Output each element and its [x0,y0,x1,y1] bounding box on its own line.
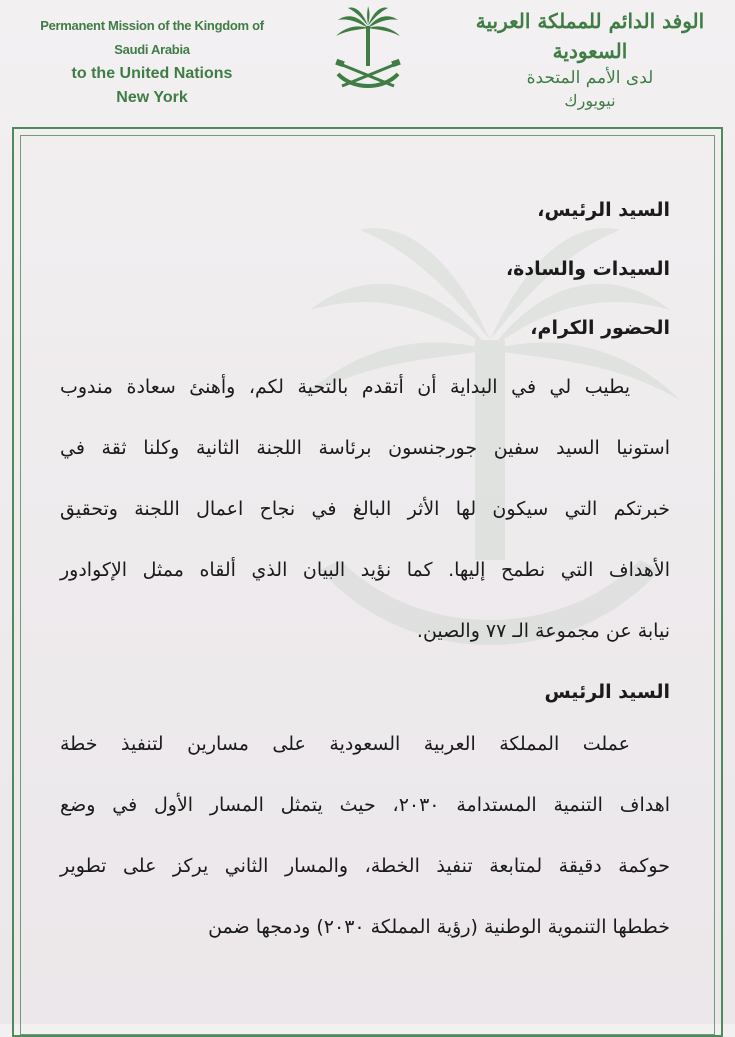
paragraph-1-line: نيابة عن مجموعة الـ ٧٧ والصين. [416,620,670,642]
letterhead [0,0,735,120]
saudi-emblem-icon [328,4,408,94]
arabic-letterhead-line-3: نيويورك [564,91,616,110]
paragraph-1-line: خبرتكم التي سيكون لها الأثر البالغ في نجاح اعمال اللجنة وتحقيق [60,498,670,520]
paragraph-2-line: حوكمة دقيقة لمتابعة تنفيذ الخطة، والمسار الثاني يركز على تطوير [60,855,670,877]
salutation-president: السيد الرئيس، [537,199,670,221]
paragraph-2-line: خططها التنموية الوطنية (رؤية المملكة ٢٠٣٠) ودمجها ضمن [208,916,670,938]
paragraph-2-line: اهداف التنمية المستدامة ٢٠٣٠، حيث يتمثل المسار الأول في وضع [60,794,670,816]
arabic-letterhead [465,6,715,112]
paragraph-1-line: يطيب لي في البداية أن أتقدم بالتحية لكم، وأهنئ سعادة مندوب [60,376,630,398]
letter-body [60,190,670,968]
english-letterhead-line-2: to the United Nations [71,65,233,82]
english-letterhead [22,14,282,110]
section-heading-president: السيد الرئيس [544,681,670,703]
salutation-attendees: الحضور الكرام، [530,317,670,339]
english-letterhead-line-1: Permanent Mission of the Kingdom of Saudi Arabia [40,18,264,57]
paragraph-2-line: عملت المملكة العربية السعودية على مسارين لتنفيذ خطة [60,733,630,755]
arabic-letterhead-line-2: لدى الأمم المتحدة [526,68,654,88]
english-letterhead-line-3: New York [116,89,188,106]
paragraph-1-line: الأهداف التي نطمح إليها. كما نؤيد البيان الذي ألقاه ممثل الإكوادور [60,559,670,581]
salutation-ladies-gentlemen: السيدات والسادة، [505,258,670,280]
arabic-letterhead-line-1: الوفد الدائم للمملكة العربية السعودية [475,9,705,63]
paragraph-1-line: استونيا السيد سفين جورجنسون برئاسة اللجنة الثانية وكلنا ثقة في [60,437,670,459]
